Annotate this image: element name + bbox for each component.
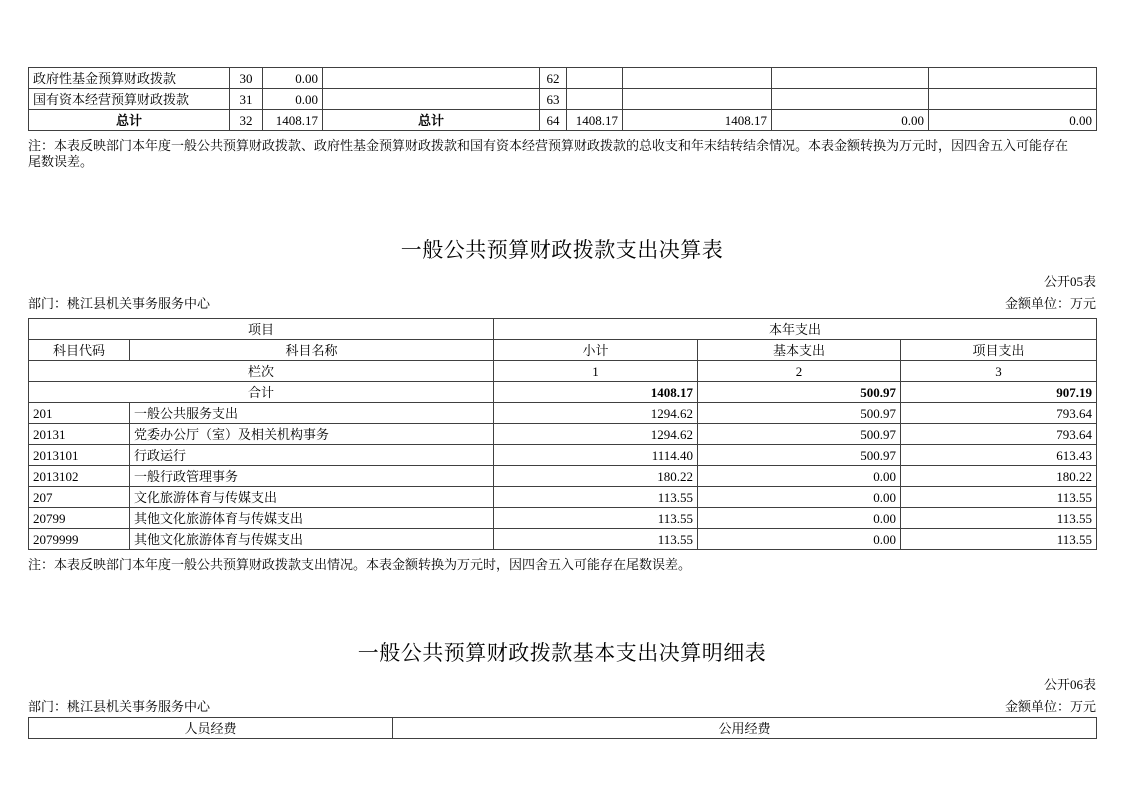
row-label xyxy=(323,68,540,89)
amount-cell: 1408.17 xyxy=(567,110,623,131)
table-code-label: 公开06表 xyxy=(1043,677,1096,692)
department-label: 部门：桃江县机关事务服务中心 xyxy=(28,699,211,714)
expenditure-table xyxy=(28,318,1097,550)
subject-code: 20799 xyxy=(29,508,130,529)
amount-cell: 1408.17 xyxy=(494,382,698,403)
basic-expenditure-table xyxy=(28,717,1097,739)
header-personnel-funds: 人员经费 xyxy=(29,718,393,739)
amount-cell: 500.97 xyxy=(698,445,901,466)
subject-name: 行政运行 xyxy=(130,445,494,466)
amount-cell: 180.22 xyxy=(494,466,698,487)
section-title-expenditure: 一般公共预算财政拨款支出决算表 xyxy=(400,238,724,262)
amount-cell: 907.19 xyxy=(901,382,1097,403)
subject-code: 2079999 xyxy=(29,529,130,550)
row-number: 30 xyxy=(230,68,263,89)
total-label: 总计 xyxy=(323,110,540,131)
amount-cell: 113.55 xyxy=(901,487,1097,508)
department-label: 部门：桃江县机关事务服务中心 xyxy=(28,296,211,311)
subject-code: 2013102 xyxy=(29,466,130,487)
subject-code: 207 xyxy=(29,487,130,508)
amount-cell: 0.00 xyxy=(929,110,1097,131)
table-row xyxy=(29,466,1097,487)
table-row xyxy=(29,424,1097,445)
amount-cell xyxy=(772,89,929,110)
table-row xyxy=(29,68,1097,89)
amount-cell: 0.00 xyxy=(698,487,901,508)
column-index: 3 xyxy=(901,361,1097,382)
header-basic: 基本支出 xyxy=(698,340,901,361)
amount-cell xyxy=(623,89,772,110)
amount-cell xyxy=(623,68,772,89)
amount-cell: 1294.62 xyxy=(494,403,698,424)
header-row xyxy=(29,718,1097,739)
row-label: 政府性基金预算财政拨款 xyxy=(29,68,230,89)
amount-cell: 113.55 xyxy=(494,487,698,508)
row-number: 32 xyxy=(230,110,263,131)
amount-cell: 113.55 xyxy=(901,529,1097,550)
subject-name: 一般公共服务支出 xyxy=(130,403,494,424)
table-note: 注：本表反映部门本年度一般公共预算财政拨款支出情况。本表金额转换为万元时，因四舍五入可能存在尾数误差。 xyxy=(28,557,692,572)
table-row xyxy=(29,89,1097,110)
table-row-total xyxy=(29,110,1097,131)
table-row xyxy=(29,529,1097,550)
subject-name: 一般行政管理事务 xyxy=(130,466,494,487)
column-index-row xyxy=(29,361,1097,382)
subject-name: 党委办公厅（室）及相关机构事务 xyxy=(130,424,494,445)
row-number: 62 xyxy=(540,68,567,89)
header-group-row xyxy=(29,319,1097,340)
unit-label: 金额单位：万元 xyxy=(1004,296,1096,311)
amount-cell: 0.00 xyxy=(698,508,901,529)
amount-cell: 1294.62 xyxy=(494,424,698,445)
row-number: 64 xyxy=(540,110,567,131)
amount-cell: 793.64 xyxy=(901,424,1097,445)
page-content xyxy=(0,67,1122,739)
amount-cell: 1408.17 xyxy=(623,110,772,131)
header-name: 科目名称 xyxy=(130,340,494,361)
amount-cell: 0.00 xyxy=(698,466,901,487)
row-number: 31 xyxy=(230,89,263,110)
amount-cell: 180.22 xyxy=(901,466,1097,487)
table-row xyxy=(29,403,1097,424)
amount-cell: 500.97 xyxy=(698,403,901,424)
column-index: 2 xyxy=(698,361,901,382)
summary-totals-table xyxy=(28,67,1097,131)
table-code-label: 公开05表 xyxy=(1043,274,1096,289)
header-code: 科目代码 xyxy=(29,340,130,361)
table-row xyxy=(29,508,1097,529)
row-label xyxy=(323,89,540,110)
total-label: 总计 xyxy=(29,110,230,131)
amount-cell xyxy=(772,68,929,89)
column-row-label: 栏次 xyxy=(29,361,494,382)
row-number: 63 xyxy=(540,89,567,110)
amount-cell: 0.00 xyxy=(772,110,929,131)
amount-cell: 113.55 xyxy=(494,529,698,550)
amount-cell xyxy=(929,89,1097,110)
amount-cell xyxy=(567,89,623,110)
amount-cell: 1114.40 xyxy=(494,445,698,466)
subject-code: 2013101 xyxy=(29,445,130,466)
table-meta-row xyxy=(28,293,1096,312)
amount-cell: 500.97 xyxy=(698,382,901,403)
amount-cell: 113.55 xyxy=(494,508,698,529)
header-project: 项目支出 xyxy=(901,340,1097,361)
subject-name: 文化旅游体育与传媒支出 xyxy=(130,487,494,508)
column-index: 1 xyxy=(494,361,698,382)
header-subtotal: 小计 xyxy=(494,340,698,361)
amount-cell xyxy=(929,68,1097,89)
amount-cell: 793.64 xyxy=(901,403,1097,424)
amount-cell: 500.97 xyxy=(698,424,901,445)
unit-label: 金额单位：万元 xyxy=(1004,699,1096,714)
amount-cell: 613.43 xyxy=(901,445,1097,466)
amount-cell: 1408.17 xyxy=(263,110,323,131)
subject-name: 其他文化旅游体育与传媒支出 xyxy=(130,508,494,529)
header-public-funds: 公用经费 xyxy=(393,718,1097,739)
subject-name: 其他文化旅游体育与传媒支出 xyxy=(130,529,494,550)
amount-cell: 0.00 xyxy=(263,68,323,89)
total-row xyxy=(29,382,1097,403)
total-label: 合计 xyxy=(29,382,494,403)
amount-cell: 113.55 xyxy=(901,508,1097,529)
subject-code: 20131 xyxy=(29,424,130,445)
table-note: 注：本表反映部门本年度一般公共预算财政拨款、政府性基金预算财政拨款和国有资本经营预算财政拨款的总收支和年末结转结余情况。本表金额转换为万元时，因四舍五入可能存在尾数误差。 xyxy=(28,138,1069,169)
header-project-group: 项目 xyxy=(29,319,494,340)
amount-cell xyxy=(567,68,623,89)
table-meta-row xyxy=(28,696,1096,715)
table-row xyxy=(29,445,1097,466)
subject-code: 201 xyxy=(29,403,130,424)
row-label: 国有资本经营预算财政拨款 xyxy=(29,89,230,110)
table-row xyxy=(29,487,1097,508)
amount-cell: 0.00 xyxy=(698,529,901,550)
header-year-expense-group: 本年支出 xyxy=(494,319,1097,340)
amount-cell: 0.00 xyxy=(263,89,323,110)
header-row xyxy=(29,340,1097,361)
section-title-basic-expenditure: 一般公共预算财政拨款基本支出决算明细表 xyxy=(357,641,767,665)
